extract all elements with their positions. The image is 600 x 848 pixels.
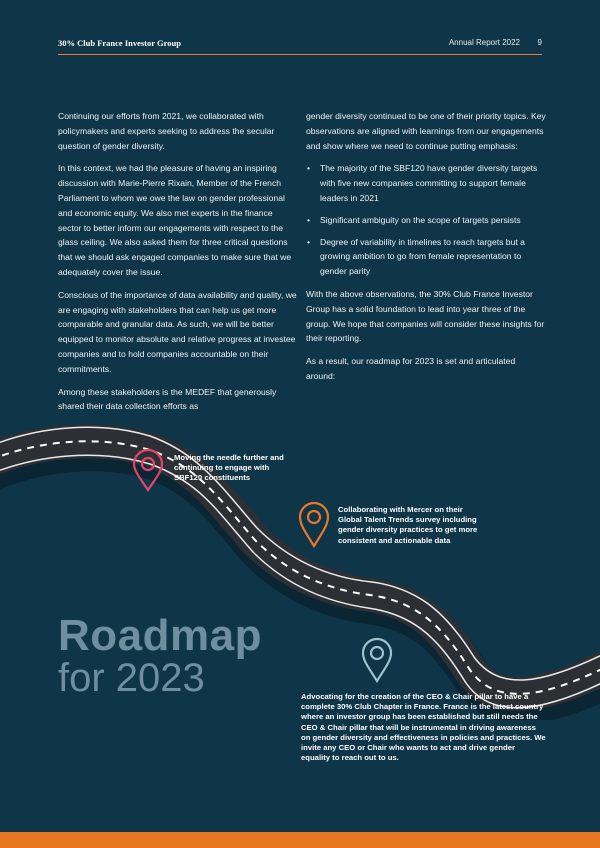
report-label: Annual Report 2022 bbox=[448, 38, 520, 47]
footer-bar bbox=[0, 832, 600, 848]
paragraph: Conscious of the importance of data availability and quality, we are engaging with stakeholders that can help us get more comparable and granular data. As such, we will be better equipped to monitor absolute and relative progress at investee companies and to hold companies accountable on their commitments. bbox=[58, 289, 297, 374]
location-pin-icon bbox=[360, 637, 394, 683]
list-item: • Degree of variability in timelines to reach targets but a growing ambition to go from female representation to gender parity bbox=[306, 235, 546, 279]
right-column bbox=[306, 109, 546, 392]
paragraph: gender diversity continued to be one of their priority topics. Key observations are aligned with learnings from our engagements and show where we need to continue putting emphasis: bbox=[306, 111, 546, 151]
page-number: 9 bbox=[537, 38, 542, 47]
header-divider bbox=[58, 54, 542, 55]
paragraph: Among these stakeholders is the MEDEF that generously shared their data collection efforts as bbox=[58, 386, 277, 412]
page-header bbox=[58, 38, 542, 54]
milestone-callout: Collaborating with Mercer on their Global Talent Trends survey including gender diversity practices to get more consistent and actionable data bbox=[338, 505, 478, 545]
milestone-callout: Moving the needle further and continuing to engage with SBF120 constituents bbox=[174, 453, 284, 483]
brand-name: 30% Club France Investor Group bbox=[58, 38, 181, 48]
list-item: • Significant ambiguity on the scope of targets persists bbox=[306, 213, 546, 228]
paragraph: Continuing our efforts from 2021, we collaborated with policymakers and experts seeking to address the secular question of gender diversity. bbox=[58, 111, 275, 151]
paragraph: In this context, we had the pleasure of having an inspiring discussion with Marie-Pierre Rixain, Member of the French Parliament to whom we owe the law on gender professional and economic equity. We also met experts in the finance sector to better inform our engagements with respect to the glass ceiling. We also asked them for three critical questions that we should ask engaged companies to make sure that we adequately cover the issue. bbox=[58, 163, 292, 277]
paragraph: With the above observations, the 30% Club France Investor Group has a solid foundation to lead into year three of the group. We hope that companies will consider these insights for their reporting. bbox=[306, 288, 545, 344]
roadmap-subtitle: for 2023 bbox=[58, 656, 205, 700]
location-pin-icon bbox=[297, 500, 331, 548]
milestone-callout: Advocating for the creation of the CEO & Chair pillar to have a complete 30% Club Chapter in France. France is the latest country where an investor group has been established but still needs the CEO & Chair pillar that will be instrumental in driving awareness on gender diversity and effectiveness in policies and practices. We invite any CEO or Chair who wants to act and drive gender equality to reach out to us. bbox=[301, 692, 546, 763]
observations-list bbox=[306, 161, 546, 279]
location-pin-icon bbox=[131, 448, 165, 492]
paragraph: As a result, our roadmap for 2023 is set and articulated around: bbox=[306, 356, 516, 381]
roadmap-title: Roadmap bbox=[58, 611, 262, 660]
list-item: • The majority of the SBF120 have gender diversity targets with five new companies committing to support female leaders in 2021 bbox=[306, 161, 546, 205]
left-column bbox=[58, 109, 298, 422]
